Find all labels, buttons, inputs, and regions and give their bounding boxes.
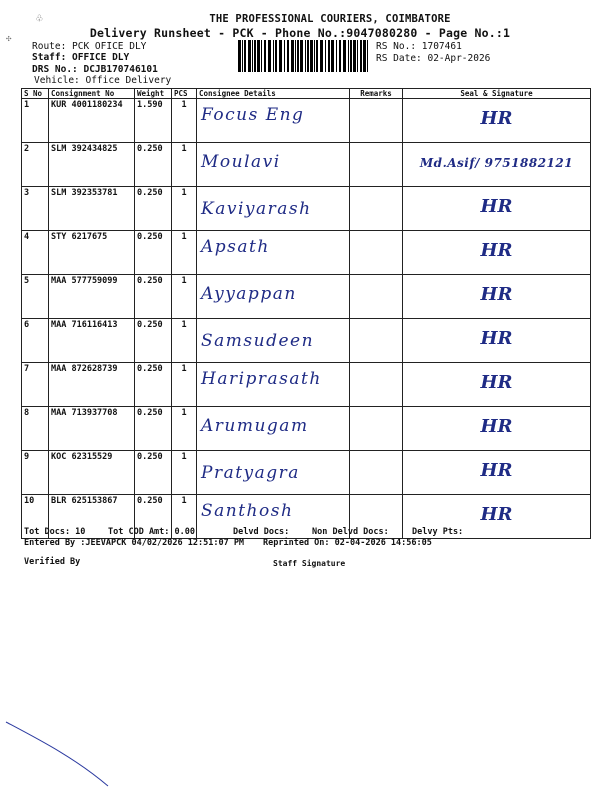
col-sno: S No — [22, 89, 49, 99]
tot-cod-amt: Tot COD Amt: 0.00 — [108, 527, 195, 537]
sno-cell: 6 — [22, 319, 49, 363]
consignment-cell: SLM 392353781 — [49, 187, 135, 231]
handwritten-signature: HR — [480, 108, 513, 129]
remarks-cell — [350, 319, 403, 363]
col-remarks: Remarks — [350, 89, 403, 99]
pcs-cell: 1 — [172, 143, 197, 187]
remarks-cell — [350, 363, 403, 407]
remarks-cell — [350, 187, 403, 231]
handwritten-consignee: Kaviyarash — [201, 199, 312, 219]
weight-cell: 0.250 — [135, 495, 172, 539]
table-row — [22, 495, 591, 539]
pcs-cell: 1 — [172, 99, 197, 143]
consignee-cell — [197, 319, 350, 363]
table-row — [22, 187, 591, 231]
signature-cell — [403, 407, 591, 451]
handwritten-signature: HR — [480, 504, 513, 525]
handwritten-signature: HR — [480, 416, 513, 437]
handwritten-signature: HR — [480, 328, 513, 349]
handwritten-consignee: Pratyagra — [201, 463, 300, 483]
col-weight: Weight — [135, 89, 172, 99]
handwritten-consignee: Moulavi — [201, 152, 281, 172]
signature-cell — [403, 231, 591, 275]
handwritten-consignee: Hariprasath — [201, 369, 322, 389]
table-row — [22, 319, 591, 363]
sno-cell: 10 — [22, 495, 49, 539]
col-pcs: PCS — [172, 89, 197, 99]
handwritten-consignee: Focus Eng — [201, 105, 305, 125]
col-consignment: Consignment No — [49, 89, 135, 99]
signature-cell — [403, 99, 591, 143]
weight-cell: 0.250 — [135, 275, 172, 319]
weight-cell: 1.590 — [135, 99, 172, 143]
consignment-cell: MAA 872628739 — [49, 363, 135, 407]
signature-cell — [403, 363, 591, 407]
drs-number: DRS No.: DCJB170746101 — [32, 64, 158, 75]
remarks-cell — [350, 99, 403, 143]
signature-cell — [403, 451, 591, 495]
verified-by: Verified By — [24, 557, 81, 567]
runsheet-table — [21, 88, 591, 539]
pen-scribble — [0, 700, 160, 790]
sno-cell: 7 — [22, 363, 49, 407]
pcs-cell: 1 — [172, 319, 197, 363]
pcs-cell: 1 — [172, 495, 197, 539]
sno-cell: 5 — [22, 275, 49, 319]
consignee-cell — [197, 275, 350, 319]
remarks-cell — [350, 407, 403, 451]
table-row — [22, 363, 591, 407]
col-consignee: Consignee Details — [197, 89, 350, 99]
table-row — [22, 99, 591, 143]
weight-cell: 0.250 — [135, 363, 172, 407]
remarks-cell — [350, 275, 403, 319]
handwritten-consignee: Apsath — [201, 237, 270, 257]
table-header-row — [22, 89, 591, 99]
consignee-cell — [197, 187, 350, 231]
signature-cell — [403, 275, 591, 319]
consignment-cell: KOC 62315529 — [49, 451, 135, 495]
weight-cell: 0.250 — [135, 319, 172, 363]
runsheet-subtitle: Delivery Runsheet - PCK - Phone No.:9047080280 - Page No.:1 — [89, 26, 511, 40]
signature-cell — [403, 143, 591, 187]
signature-cell — [403, 187, 591, 231]
col-signature: Seal & Signature — [403, 89, 591, 99]
consignment-cell: BLR 625153867 — [49, 495, 135, 539]
delvd-docs: Delvd Docs: — [233, 527, 290, 537]
handwritten-signature: HR — [480, 240, 513, 261]
handwritten-signature: HR — [480, 460, 513, 481]
remarks-cell — [350, 143, 403, 187]
margin-mark: ✣ — [6, 34, 12, 44]
staff-signature: Staff Signature — [273, 559, 346, 568]
table-row — [22, 231, 591, 275]
handwritten-consignee: Ayyappan — [201, 284, 297, 304]
pcs-cell: 1 — [172, 231, 197, 275]
rs-number: RS No.: 1707461 — [376, 41, 462, 52]
pcs-cell: 1 — [172, 187, 197, 231]
sno-cell: 1 — [22, 99, 49, 143]
consignment-cell: MAA 577759099 — [49, 275, 135, 319]
pcs-cell: 1 — [172, 363, 197, 407]
non-delvd-docs: Non Delvd Docs: — [312, 527, 389, 537]
vehicle-label: Vehicle: Office Delivery — [34, 75, 172, 86]
consignee-cell — [197, 451, 350, 495]
table-row — [22, 143, 591, 187]
barcode-image — [237, 40, 371, 72]
sno-cell: 3 — [22, 187, 49, 231]
consignment-cell: MAA 713937708 — [49, 407, 135, 451]
weight-cell: 0.250 — [135, 451, 172, 495]
consignee-cell — [197, 231, 350, 275]
pcs-cell: 1 — [172, 451, 197, 495]
remarks-cell — [350, 231, 403, 275]
sno-cell: 8 — [22, 407, 49, 451]
table-row — [22, 407, 591, 451]
consignment-cell: MAA 716116413 — [49, 319, 135, 363]
table-row — [22, 451, 591, 495]
handwritten-signature: HR — [480, 196, 513, 217]
sno-cell: 4 — [22, 231, 49, 275]
handwritten-signature: HR — [480, 372, 513, 393]
sno-cell: 9 — [22, 451, 49, 495]
handwritten-consignee: Santhosh — [201, 501, 294, 521]
weight-cell: 0.250 — [135, 187, 172, 231]
handwritten-consignee: Arumugam — [201, 416, 309, 436]
sno-cell: 2 — [22, 143, 49, 187]
consignee-cell — [197, 143, 350, 187]
consignment-cell: SLM 392434825 — [49, 143, 135, 187]
pcs-cell: 1 — [172, 275, 197, 319]
consignee-cell — [197, 407, 350, 451]
handwritten-consignee: Samsudeen — [201, 331, 315, 351]
tot-docs: Tot Docs: 10 — [24, 527, 86, 537]
table-row — [22, 275, 591, 319]
consignment-cell: KUR 4001180234 — [49, 99, 135, 143]
remarks-cell — [350, 451, 403, 495]
weight-cell: 0.250 — [135, 407, 172, 451]
consignee-cell — [197, 363, 350, 407]
corner-mark: ♧ — [36, 12, 43, 25]
entered-by: Entered By :JEEVAPCK 04/02/2026 12:51:07 PM — [24, 538, 245, 548]
route-label: Route: PCK OFICE DLY — [32, 41, 147, 52]
pcs-cell: 1 — [172, 407, 197, 451]
handwritten-signature: Md.Asif/ 9751882121 — [419, 156, 574, 170]
staff-label: Staff: OFFICE DLY — [32, 52, 130, 63]
delvy-pts: Delvy Pts: — [412, 527, 464, 537]
weight-cell: 0.250 — [135, 231, 172, 275]
consignee-cell — [197, 99, 350, 143]
handwritten-signature: HR — [480, 284, 513, 305]
company-title: THE PROFESSIONAL COURIERS, COIMBATORE — [209, 13, 451, 25]
weight-cell: 0.250 — [135, 143, 172, 187]
signature-cell — [403, 319, 591, 363]
reprinted-on: Reprinted On: 02-04-2026 14:56:05 — [263, 538, 432, 548]
rs-date: RS Date: 02-Apr-2026 — [376, 53, 491, 64]
consignment-cell: STY 6217675 — [49, 231, 135, 275]
